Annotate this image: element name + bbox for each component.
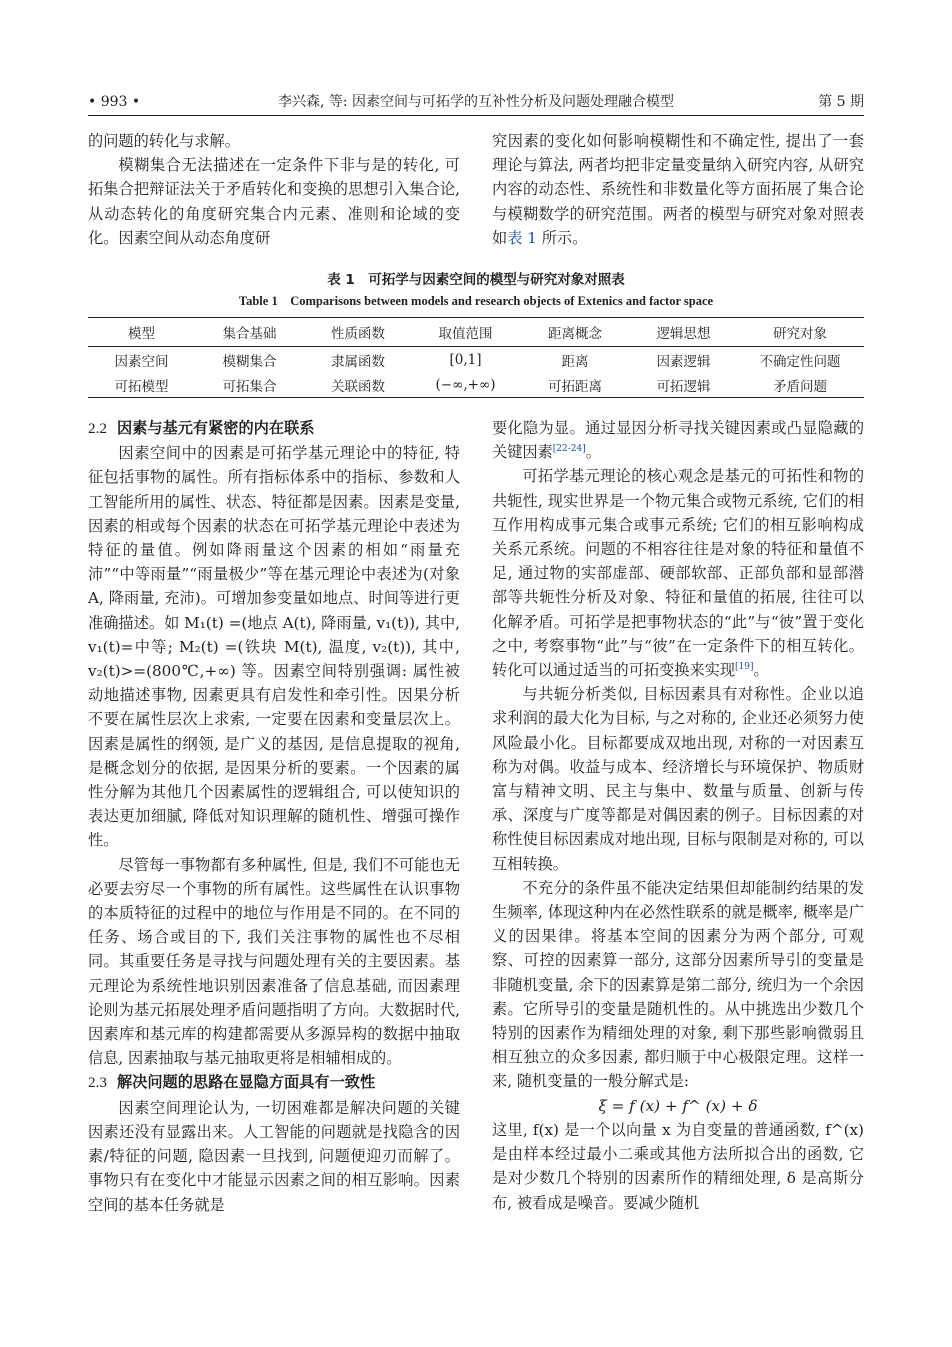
table-cell: 可拓模型 (88, 372, 195, 398)
running-title: 李兴森, 等: 因素空间与可拓学的互补性分析及问题处理融合模型 (277, 94, 675, 110)
paragraph: 究因素的变化如何影响模糊性和不确定性, 提出了一套理论与算法, 两者均把非定量变量纳入研究内容, 从研究内容的动态性、系统性和非数量化等方面拓展了集合论与模糊数学的研究范围。两者的模型与研究对象对照表如表 1 所示。 (492, 132, 864, 247)
table-header-row (88, 318, 864, 347)
table-cell: 可拓集合 (195, 372, 304, 398)
paragraph: 可拓学基元理论的核心观念是基元的可拓性和物的共轭性, 现实世界是一个物元集合或物元系统, 它们的相互作用构成事元集合或事元系统; 它们的相互影响构成关系元系统。问题的不相容往往是对象的特征和量值不足, 通过物的实部虚部、硬部软部、正部负部和显部潜部等共轭性分析及对象、特征和量值的拓展, 往往可以化解矛盾。可拓学是把事物状态的“此”与“彼”置于变化之中, 考察事物“此”与“彼”在一定条件下的相互转化。转化可以通过适当的可拓变换来实现[19]。 (492, 467, 864, 680)
table-cell: 关联函数 (304, 372, 412, 398)
table-row (88, 347, 864, 373)
header-rule (88, 115, 864, 116)
paragraph: 因素空间理论认为, 一切困难都是解决问题的关键因素还没有显露出来。人工智能的问题就是找隐含的因素/特征的问题, 隐因素一旦找到, 问题便迎刃而解了。事物只有在变化中才能显示因素之间的相互影响。因素空间的基本任务就是 (88, 1098, 460, 1214)
column-header: 集合基础 (195, 318, 304, 347)
table-cell: 距离 (561, 353, 589, 370)
table-cell: (−∞,+∞) (412, 372, 519, 398)
table-caption-en: Table 1 Comparisons between models and research objects of Extenics and factor space (238, 294, 714, 308)
table-caption-cn: 表 1 可拓学与因素空间的模型与研究对象对照表 (327, 272, 625, 288)
paragraph: 要化隐为显。通过显因分析寻找关键因素或凸显隐藏的关键因素[22-24]。 (492, 419, 864, 462)
running-header (88, 91, 864, 113)
paragraph: 模糊集合无法描述在一定条件下非与是的转化, 可拓集合把辩证法关于矛盾转化和变换的思想引入集合论, 从动态转化的角度研究集合内元素、准则和论域的变化。因素空间从动态角度研 (88, 156, 460, 247)
paragraph: 尽管每一事物都有多种属性, 但是, 我们不可能也无必要去穷尽一个事物的所有属性。这些属性在认识事物的本质特征的过程中的地位与作用是不同的。在不同的任务、场合或目的下, 我们关注事物的属性也不尽相同。其重要任务是寻找与问题处理有关的主要因素。基元理论为系统性地识别因素准备了信息基础, 而因素理论则为基元拓展处理矛盾问题指明了方向。大数据时代, 因素库和基元库的构建都需要从多源异构的数据中抽取信息, 因素抽取与基元抽取更将是相辅相成的。 (88, 855, 460, 1068)
table-cell: 因素空间 (114, 353, 169, 370)
paragraph: 不充分的条件虽不能决定结果但却能制约结果的发生频率, 体现这种内在必然性联系的就是概率, 概率是广义的因果律。将基本空间的因素分为两个部分, 可观察、可控的因素算一部分, 这部分因素所导引的变量是非随机变量, 余下的因素算是第二部分, 统归为一个余因素。它所导引的变量是随机性的。从中挑选出少数几个特别的因素作为精细处理的对象, 剩下那些影响微弱且相互独立的众多因素, 都归顺于中心极限定理。这样一来, 随机变量的一般分解式是: (492, 878, 864, 1091)
paragraph: 的问题的转化与求解。 (88, 132, 240, 150)
paragraph: 因素空间中的因素是可拓学基元理论中的特征, 特征包括事物的属性。所有指标体系中的指标、参数和人工智能所用的属性、状态、特征都是因素。因素是变量, 因素的相或每个因素的状态在可拓学基元理论中表述为特征的量值。例如降雨量这个因素的相如“雨量充沛”“中等雨量”“雨量极少”等在基元理论中表述为(对象 A, 降雨量, 充沛)。可增加参变量如地点、时间等进行更准确描述。如 M₁(t) =(地点 A(t), 降雨量, v₁(t)), 其中, v₁(t)=中等; M₂(t) =(铁块 M(t), 温度, v₂(t)), 其中, v₂(t)>=(800℃,+∞) 等。因素空间特别强调: 属性被动地描述事物, 因素更具有启发性和牵引性。因果分析不要在属性层次上求索, 一定要在因素和变量层次上。因素是属性的纲领, 是广义的基因, 是信息提取的视角, 是概念划分的依据, 是因果分析的要素。一个因素的属性分解为其他几个因素属性的逻辑组合, 可以使知识的表达更加细腻, 降低对知识理解的随机性、增强可操作性。 (88, 444, 460, 850)
table-cell: 隶属函数 (331, 353, 385, 370)
section-heading-2-3: 2.3 解决问题的思路在显隐方面具有一致性 (88, 1073, 376, 1092)
section-heading-2-2: 2.2 因素与基元有紧密的内在联系 (88, 419, 315, 437)
top-left-column (88, 129, 460, 250)
equation: ξ = f (x) + f^ (x) + δ (598, 1096, 758, 1115)
paragraph: 这里, f(x) 是一个以向量 x 为自变量的普通函数, f^(x) 是由样本经过最小二乘或其他方法所拟合出的函数, 它是对少数几个特别的因素所作的精细处理, δ 是高斯分布, 被看成是噪音。要减少随机 (492, 1120, 864, 1212)
column-header: 逻辑思想 (631, 318, 736, 347)
paragraph: 与共轭分析类似, 目标因素具有对称性。企业以追求利润的最大化为目标, 与之对称的, 企业还必须努力使风险最小化。目标都要成双地出现, 对称的一对因素互称为对偶。收益与成本、经济增长与环境保护、物质财富与精神文明、民主与集中、数量与质量、创新与传承、深度与广度等都是对偶因素的例子。目标因素的对称性使目标因素成对地出现, 目标与限制是对称的, 可以互相转换。 (492, 685, 864, 873)
table-row (88, 372, 864, 398)
table-cell: 可拓距离 (519, 372, 631, 398)
citation-link[interactable]: [22-24] (552, 444, 586, 455)
top-right-column (492, 129, 864, 250)
right-column (492, 416, 864, 1215)
table-cell: 可拓逻辑 (631, 372, 736, 398)
column-header: 取值范围 (412, 318, 519, 347)
column-header: 性质函数 (304, 318, 412, 347)
citation-link[interactable]: [19] (735, 661, 754, 672)
table-cell: 因素逻辑 (656, 353, 711, 370)
left-column (88, 416, 460, 1217)
column-header: 距离概念 (519, 318, 631, 347)
column-header: 研究对象 (736, 318, 864, 347)
table-cell: 模糊集合 (222, 353, 277, 370)
table-cell: [0,1] (449, 351, 482, 368)
table-1-link[interactable]: 表 1 (507, 228, 537, 247)
column-header: 模型 (88, 318, 195, 347)
table-cell: 不确定性问题 (759, 353, 841, 370)
table-cell: 矛盾问题 (736, 372, 864, 398)
page-number: • 993 • (88, 94, 141, 110)
comparison-table (88, 317, 864, 398)
issue-number: 第 5 期 (818, 94, 864, 110)
